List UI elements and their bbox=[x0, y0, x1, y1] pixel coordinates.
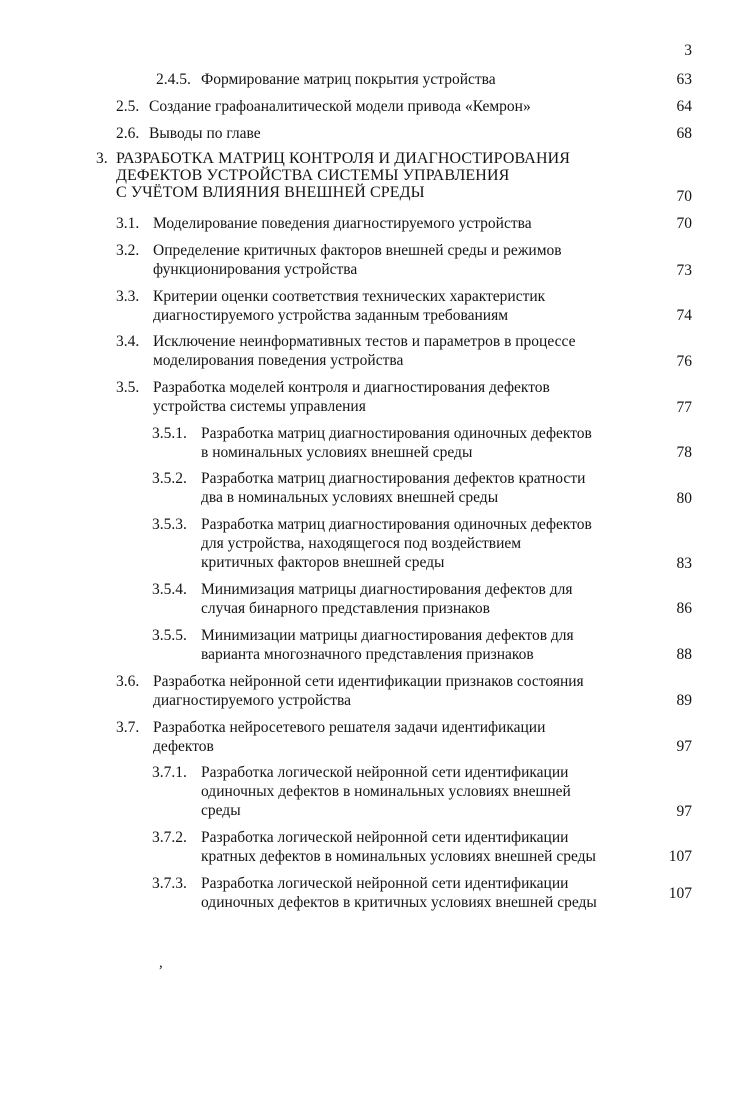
toc-entry-number: 3.7.3. bbox=[152, 875, 187, 892]
toc-entry-page: 70 bbox=[676, 188, 692, 205]
toc-entry-number: 3.4. bbox=[116, 333, 140, 350]
toc-entry-title-line: С УЧЁТОМ ВЛИЯНИЯ ВНЕШНЕЙ СРЕДЫ bbox=[116, 184, 425, 201]
toc-entry-number: 3.5.4. bbox=[152, 581, 187, 598]
toc-entry-page: 88 bbox=[676, 646, 692, 663]
toc-entry-title-line: Моделирование поведения диагностируемого устройства bbox=[153, 215, 532, 232]
toc-entry-page: 83 bbox=[676, 555, 692, 572]
toc-entry-page: 89 bbox=[676, 692, 692, 709]
toc-entry-page: 77 bbox=[676, 399, 692, 416]
toc-entry-number: 3.7.2. bbox=[152, 829, 187, 846]
toc-entry-page: 107 bbox=[668, 848, 692, 865]
toc-entry-number: 3.5.2. bbox=[152, 470, 187, 487]
toc-entry-page: 80 bbox=[676, 490, 692, 507]
toc-entry-page: 73 bbox=[676, 262, 692, 279]
stray-mark: , bbox=[159, 955, 163, 971]
toc-entry-number: 3.3. bbox=[116, 288, 140, 305]
toc-entry-title-line: Разработка матриц диагностирования одиночных дефектов bbox=[201, 516, 592, 533]
toc-entry-title-line: Разработка моделей контроля и диагностирования дефектов bbox=[153, 379, 550, 396]
toc-entry-title-line: ДЕФЕКТОВ УСТРОЙСТВА СИСТЕМЫ УПРАВЛЕНИЯ bbox=[116, 167, 510, 184]
toc-entry-title-line: РАЗРАБОТКА МАТРИЦ КОНТРОЛЯ И ДИАГНОСТИРОВАНИЯ bbox=[116, 150, 571, 167]
toc-entry-title-line: Формирование матриц покрытия устройства bbox=[201, 71, 496, 88]
toc-entry-number: 3.6. bbox=[116, 673, 140, 690]
toc-entry-title-line: диагностируемого устройства bbox=[153, 692, 351, 709]
toc-entry-title-line: Исключение неинформативных тестов и параметров в процессе bbox=[153, 333, 576, 350]
toc-entry-title-line: случая бинарного представления признаков bbox=[201, 600, 490, 617]
toc-entry-page: 74 bbox=[676, 307, 692, 324]
toc-entry-title-line: Разработка нейронной сети идентификации признаков состояния bbox=[153, 673, 584, 690]
toc-entry-title-line: критичных факторов внешней среды bbox=[201, 554, 445, 571]
toc-entry-title-line: в номинальных условиях внешней среды bbox=[201, 444, 473, 461]
toc-entry-title-line: Разработка логической нейронной сети идентификации bbox=[201, 829, 569, 846]
toc-entry-title-line: моделирования поведения устройства bbox=[153, 352, 404, 369]
toc-entry-number: 3.1. bbox=[116, 215, 140, 232]
toc-entry-title-line: Создание графоаналитической модели привода «Кемрон» bbox=[149, 98, 531, 115]
toc-entry-number: 3.5.1. bbox=[152, 425, 187, 442]
toc-entry-title-line: одиночных дефектов в критичных условиях внешней среды bbox=[201, 894, 597, 911]
toc-entry-number: 3.7.1. bbox=[152, 764, 187, 781]
toc-entry-page: 97 bbox=[676, 738, 692, 755]
toc-entry-title-line: Разработка логической нейронной сети идентификации bbox=[201, 764, 569, 781]
toc-entry-title-line: Разработка матриц диагностирования дефектов кратности bbox=[201, 470, 586, 487]
toc-entry-title-line: Разработка нейросетевого решателя задачи идентификации bbox=[153, 719, 546, 736]
toc-entry-number: 3.2. bbox=[116, 242, 140, 259]
toc-entry-page: 76 bbox=[676, 353, 692, 370]
toc-entry-title-line: Выводы по главе bbox=[149, 125, 261, 142]
toc-entry-title-line: диагностируемого устройства заданным требованиям bbox=[153, 307, 509, 324]
toc-entry-title-line: Разработка матриц диагностирования одиночных дефектов bbox=[201, 425, 592, 442]
toc-entry-title-line: варианта многозначного представления признаков bbox=[201, 646, 534, 663]
toc-entry-title-line: кратных дефектов в номинальных условиях внешней среды bbox=[201, 848, 596, 865]
toc-entry-title-line: дефектов bbox=[153, 738, 214, 755]
toc-entry-title-line: одиночных дефектов в номинальных условиях внешней bbox=[201, 783, 571, 800]
toc-entry-title-line: Минимизация матрицы диагностирования дефектов для bbox=[201, 581, 573, 598]
toc-entry-page: 68 bbox=[676, 125, 692, 142]
toc-entry-page: 107 bbox=[668, 885, 692, 902]
toc-entry-number: 3.5.3. bbox=[152, 516, 187, 533]
toc-entry-title-line: функционирования устройства bbox=[153, 261, 358, 278]
toc-entry-page: 70 bbox=[676, 215, 692, 232]
toc-entry-title-line: Критерии оценки соответствия технических характеристик bbox=[153, 288, 546, 305]
toc-entry-number: 2.6. bbox=[116, 125, 140, 142]
toc-entry-number: 2.5. bbox=[116, 98, 140, 115]
toc-entry-title-line: Минимизации матрицы диагностирования дефектов для bbox=[201, 627, 574, 644]
toc-entry-title-line: для устройства, находящегося под воздействием bbox=[201, 535, 522, 552]
toc-entry-title-line: два в номинальных условиях внешней среды bbox=[201, 489, 499, 506]
toc-entry-number: 2.4.5. bbox=[156, 71, 191, 88]
toc-entry-title-line: Разработка логической нейронной сети идентификации bbox=[201, 875, 569, 892]
toc-entry-page: 78 bbox=[676, 444, 692, 461]
toc-entry-number: 3. bbox=[96, 150, 108, 167]
toc-entry-number: 3.5. bbox=[116, 379, 140, 396]
toc-entry-number: 3.7. bbox=[116, 719, 140, 736]
toc-entry-page: 97 bbox=[676, 803, 692, 820]
page-number: 3 bbox=[684, 42, 692, 59]
toc-entry-page: 64 bbox=[676, 98, 692, 115]
toc-entry-number: 3.5.5. bbox=[152, 627, 187, 644]
toc-entry-page: 63 bbox=[676, 71, 692, 88]
toc-entry-title-line: Определение критичных факторов внешней среды и режимов bbox=[153, 242, 562, 259]
toc-entry-title-line: среды bbox=[201, 802, 241, 819]
toc-entry-page: 86 bbox=[676, 600, 692, 617]
toc-entry-title-line: устройства системы управления bbox=[153, 398, 366, 415]
